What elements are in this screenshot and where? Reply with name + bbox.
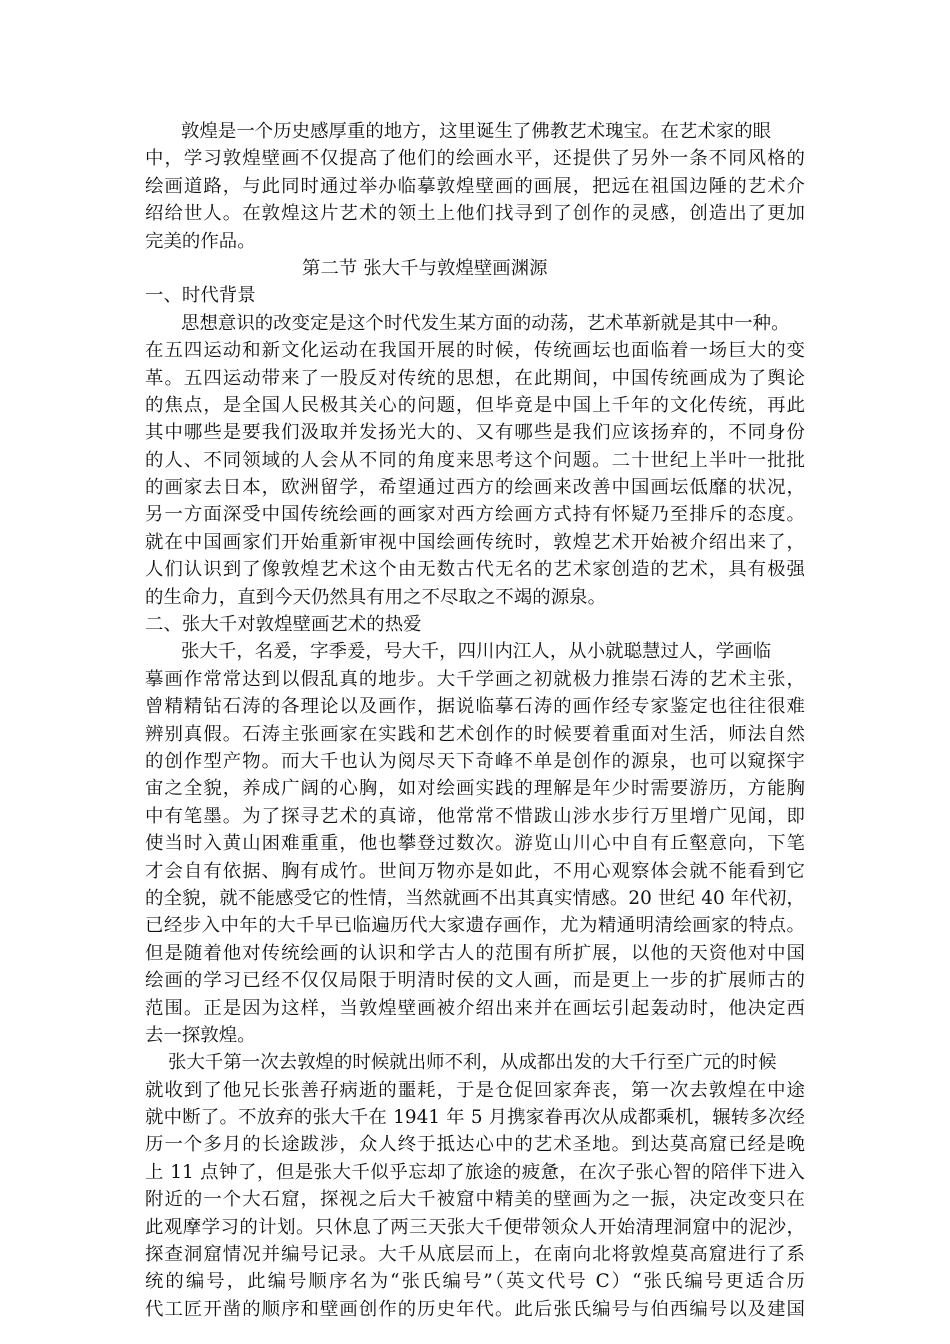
- paragraph-line: 去一探敦煌。: [145, 1024, 256, 1046]
- paragraph-line: 张大千第一次去敦煌的时候就出师不利，从成都出发的大千行至广元的时候: [168, 1052, 777, 1074]
- paragraph-line: 绘画道路，与此同时通过举办临摹敦煌壁画的画展，把远在祖国边陲的艺术介: [145, 175, 805, 197]
- section-heading: 第二节 张大千与敦煌壁画渊源: [302, 257, 548, 279]
- paragraph-line: 附近的一个大石窟，探视之后大千被窟中精美的壁画为之一振，决定改变只在: [145, 1189, 805, 1211]
- paragraph-line: 另一方面深受中国传统绘画的画家对西方绘画方式持有怀疑乃至排斥的态度。: [145, 504, 805, 526]
- paragraph-line: 上 11 点钟了，但是张大千似乎忘却了旅途的疲惫，在次子张心智的陪伴下进入: [145, 1161, 805, 1183]
- paragraph-line: 的生命力，直到今天仍然具有用之不尽取之不竭的源泉。: [145, 586, 607, 608]
- paragraph-line: 才会自有依据、胸有成竹。世间万物亦是如此，不用心观察体会就不能看到它: [145, 860, 805, 882]
- paragraph-line: 完美的作品。: [145, 230, 256, 252]
- paragraph-line: 在五四运动和新文化运动在我国开展的时候，传统画坛也面临着一场巨大的变: [145, 340, 805, 362]
- paragraph-line: 绘画的学习已经不仅仅局限于明清时侯的文人画，而是更上一步的扩展师古的: [145, 970, 805, 992]
- paragraph-line: 就中断了。不放弃的张大千在 1941 年 5 月携家眷再次从成都乘机，辗转多次经: [145, 1107, 805, 1129]
- paragraph-line: 绍给世人。在敦煌这片艺术的领土上他们找寻到了创作的灵感，创造出了更加: [145, 203, 805, 225]
- paragraph-line: 的画家去日本，欧洲留学，希望通过西方的绘画来改善中国画坛低靡的状况，: [145, 477, 805, 499]
- document-body: [145, 118, 805, 1323]
- paragraph-line: 张大千，名爰，字季爰，号大千，四川内江人，从小就聪慧过人，学画临: [181, 641, 772, 663]
- paragraph-line: 中有笔墨。为了探寻艺术的真谛，他常常不惜跋山涉水步行万里增广见闻，即: [145, 805, 805, 827]
- paragraph-line: 历一个多月的长途跋涉，众人终于抵达心中的艺术圣地。到达莫高窟已经是晚: [145, 1134, 805, 1156]
- paragraph-line: 敦煌是一个历史感厚重的地方，这里诞生了佛教艺术瑰宝。在艺术家的眼: [181, 121, 772, 142]
- paragraph-line: 探查洞窟情况并编号记录。大千从底层而上，在南向北将敦煌莫高窟进行了系: [145, 1244, 805, 1266]
- paragraph-line: 宙之全貌，养成广阔的心胸，如对绘画实践的理解是年少时需要游历，方能胸: [145, 778, 805, 800]
- paragraph-line: 但是随着他对传统绘画的认识和学古人的范围有所扩展，以他的天资他对中国: [145, 942, 805, 964]
- paragraph-line: 已经步入中年的大千早已临遍历代大家遗存画作，尤为精通明清绘画家的特点。: [145, 915, 805, 937]
- paragraph-line: 摹画作常常达到以假乱真的地步。大千学画之初就极力推崇石涛的艺术主张，: [145, 668, 805, 690]
- subsection-heading: 一、时代背景: [145, 285, 256, 307]
- paragraph-line: 的焦点，是全国人民极其关心的问题，但毕竟是中国上千年的文化传统，再此: [145, 394, 805, 416]
- paragraph-line: 就在中国画家们开始重新审视中国绘画传统时，敦煌艺术开始被介绍出来了，: [145, 531, 805, 553]
- paragraph-line: 此观摩学习的计划。只休息了两三天张大千便带领众人开始清理洞窟中的泥沙，: [145, 1216, 805, 1238]
- paragraph-line: 革。五四运动带来了一股反对传统的思想，在此期间，中国传统画成为了舆论: [145, 367, 805, 389]
- paragraph-line: 其中哪些是要我们汲取并发扬光大的、又有哪些是我们应该扬弃的，不同身份: [145, 422, 805, 444]
- paragraph-line: 使当时入黄山困难重重，他也攀登过数次。游览山川心中自有丘壑意向，下笔: [145, 833, 805, 855]
- paragraph-line: 的创作型产物。而大千也认为阅尽天下奇峰不单是创作的源泉，也可以窥探宇: [145, 750, 805, 772]
- paragraph-line: 统的编号，此编号顺序名为“张氏编号”（英文代号 C）“张氏编号更适合历: [145, 1271, 805, 1293]
- paragraph-line: 人们认识到了像敦煌艺术这个由无数古代无名的艺术家创造的艺术，具有极强: [145, 559, 805, 581]
- paragraph-line: 就收到了他兄长张善孖病逝的噩耗，于是仓促回家奔丧，第一次去敦煌在中途: [145, 1079, 805, 1101]
- paragraph-line: 的全貌，就不能感受它的性情，当然就画不出其真实情感。20 世纪 40 年代初，: [145, 887, 805, 909]
- paragraph-line: 中，学习敦煌壁画不仅提高了他们的绘画水平，还提供了另外一条不同风格的: [145, 148, 805, 170]
- paragraph-line: 思想意识的改变定是这个时代发生某方面的动荡，艺术革新就是其中一种。: [181, 312, 790, 334]
- paragraph-line: 辨别真假。石涛主张画家在实践和艺术创作的时候要着重面对生活，师法自然: [145, 723, 805, 745]
- paragraph-line: 代工匠开凿的顺序和壁画创作的历史年代。此后张氏编号与伯西编号以及建国: [145, 1298, 805, 1320]
- paragraph-line: 范围。正是因为这样，当敦煌壁画被介绍出来并在画坛引起轰动时，他决定西: [145, 997, 805, 1019]
- paragraph-line: 曾精精钻石涛的各理论以及画作，据说临摹石涛的画作经专家鉴定也往往很难: [145, 696, 805, 718]
- subsection-heading: 二、张大千对敦煌壁画艺术的热爱: [145, 614, 422, 636]
- paragraph-line: 的人、不同领域的人会从不同的角度来思考这个问题。二十世纪上半叶一批批: [145, 449, 805, 471]
